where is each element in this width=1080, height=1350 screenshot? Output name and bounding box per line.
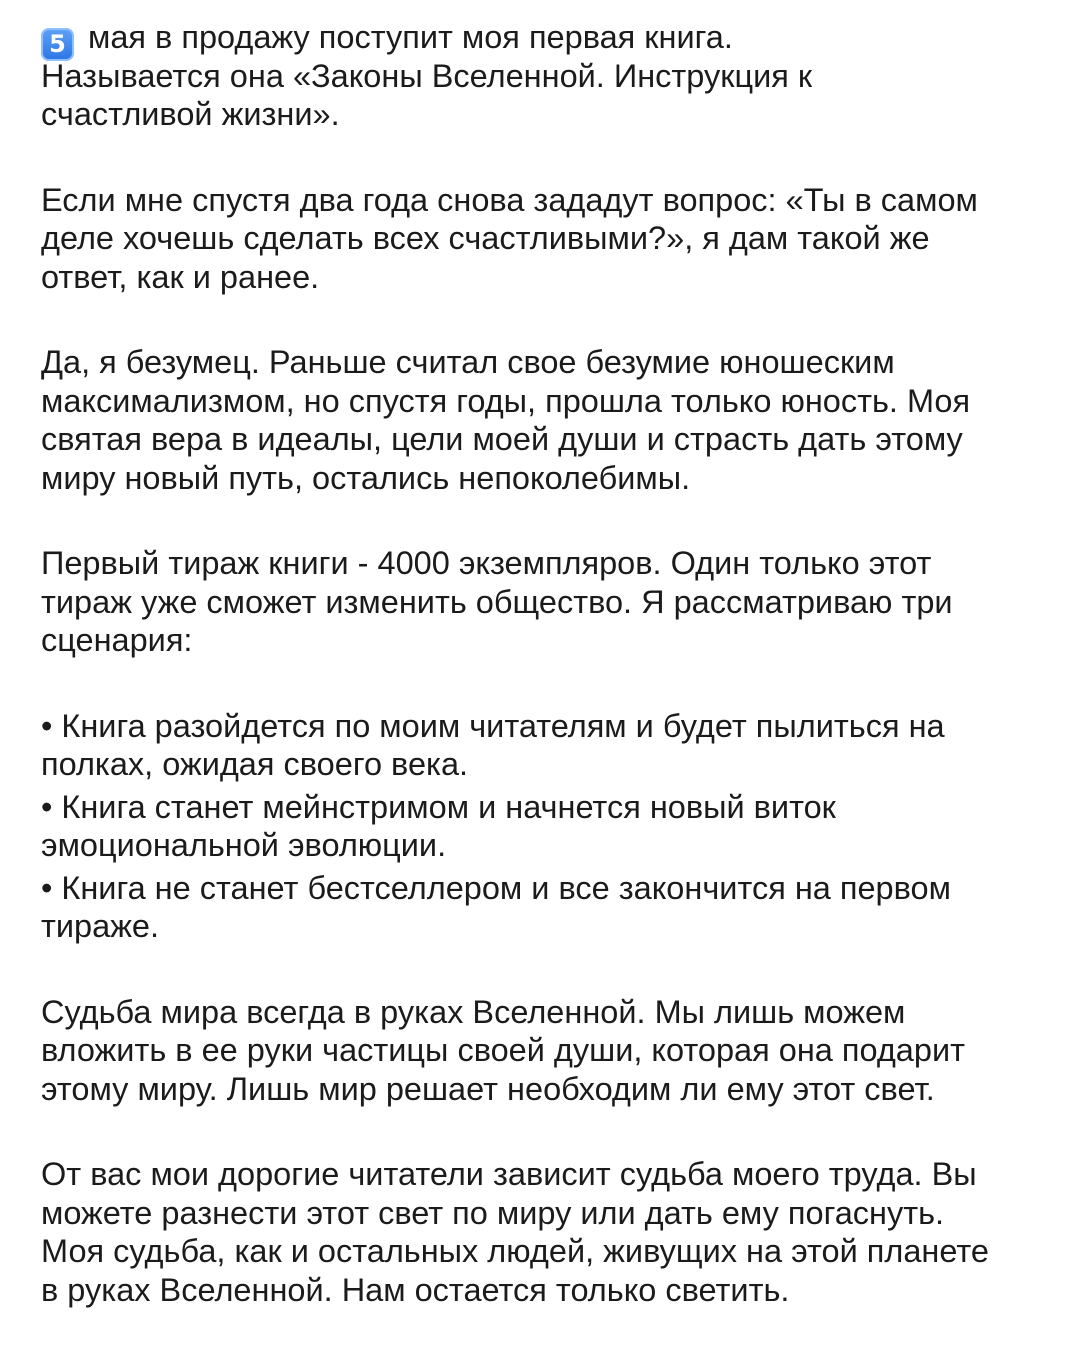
paragraph-intro — [41, 18, 1050, 134]
text-line: ответ, как и ранее. — [41, 258, 320, 295]
text-line: тираж уже сможет изменить общество. Я рассматриваю три — [41, 583, 953, 620]
text-line: Называется она «Законы Вселенной. Инструкция к — [41, 57, 813, 94]
list-item-line: эмоциональной эволюции. — [41, 827, 447, 863]
text-line: счастливой жизни». — [41, 96, 340, 132]
text-line: вложить в ее руки частицы своей души, которая она подарит — [41, 1032, 965, 1068]
text-line: От вас мои дорогие читатели зависит судьба моего труда. Вы — [41, 1156, 977, 1192]
text-line: в руках Вселенной. Нам остается только светить. — [41, 1271, 790, 1308]
text-line: святая вера в идеалы, цели моей души и страсть дать этому — [41, 421, 963, 457]
paragraph-gap — [41, 660, 1050, 707]
text-line: миру новый путь, остались непоколебимы. — [41, 459, 691, 496]
text-line: можете разнести этот свет по миру или дать ему погаснуть. — [41, 1194, 945, 1231]
paragraph-print-run — [41, 544, 1050, 660]
text-line: сценария: — [41, 622, 193, 658]
paragraph-fate — [41, 993, 1050, 1109]
text-line: Моя судьба, как и остальных людей, живущих на этой планете — [41, 1233, 989, 1269]
text-line: Судьба мира всегда в руках Вселенной. Мы лишь можем — [41, 993, 906, 1030]
paragraph-readers — [41, 1155, 1050, 1309]
paragraph-gap — [41, 946, 1050, 993]
list-item-line: • Книга разойдется по моим читателям и будет пылиться на — [41, 707, 945, 744]
scenario-list — [41, 707, 1050, 946]
list-item-line: • Книга не станет бестселлером и все закончится на первом — [41, 869, 951, 906]
text-line: Если мне спустя два года снова зададут вопрос: «Ты в самом — [41, 181, 978, 218]
list-item-line: полках, ожидая своего века. — [41, 746, 469, 782]
text-line-content: мая в продажу поступит моя первая книга. — [88, 19, 733, 55]
list-item-line: • Книга станет мейнстримом и начнется новый виток — [41, 788, 836, 825]
paragraph-gap — [41, 1108, 1050, 1155]
text-line: Да, я безумец. Раньше считал свое безумие юношеским — [41, 344, 895, 380]
paragraph-gap — [41, 497, 1050, 544]
text-line: деле хочешь сделать всех счастливыми?», я дам такой же — [41, 220, 930, 256]
text-line: Первый тираж книги - 4000 экземпляров. Один только этот — [41, 545, 932, 581]
text-line: этому миру. Лишь мир решает необходим ли ему этот свет. — [41, 1070, 935, 1107]
text-line: максимализмом, но спустя годы, прошла только юность. Моя — [41, 382, 971, 419]
list-item-line: тираже. — [41, 908, 160, 944]
paragraph-gap — [41, 296, 1050, 343]
text-line — [41, 18, 1050, 57]
paragraph-question — [41, 181, 1050, 297]
paragraph-madman — [41, 343, 1050, 497]
keycap-five-icon: 5 — [41, 28, 74, 61]
paragraph-gap — [41, 134, 1050, 181]
